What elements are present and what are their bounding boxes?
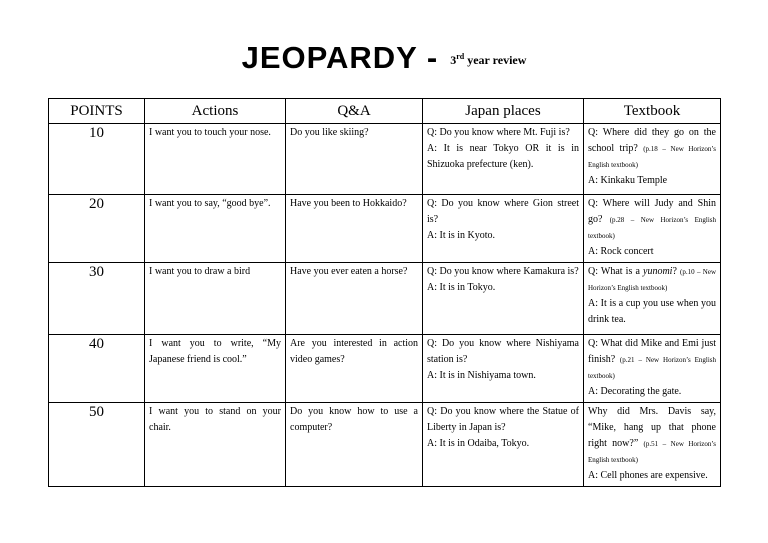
textbook-cell <box>584 124 721 195</box>
japan-question: Q: Do you know where Nishiyama station is? <box>427 338 579 365</box>
subtitle-suffix: rd <box>456 52 465 61</box>
textbook-answer: A: Kinkaku Temple <box>588 175 668 186</box>
japan-place-cell <box>423 335 584 403</box>
qa-cell: Have you ever eaten a horse? <box>286 263 423 335</box>
japan-answer: A: It is in Kyoto. <box>427 230 496 241</box>
points-cell: 30 <box>49 263 145 335</box>
column-header-points: POINTS <box>49 99 145 124</box>
japan-place-cell <box>423 263 584 335</box>
textbook-cell <box>584 195 721 263</box>
textbook-cell <box>584 263 721 335</box>
subtitle <box>450 53 526 67</box>
japan-question: Q: Do you know where the Statue of Liberty in Japan is? <box>427 406 579 433</box>
japan-answer: A: It is in Nishiyama town. <box>427 370 536 381</box>
textbook-reference: (p.18 – New Horizon’s English textbook) <box>588 145 717 169</box>
textbook-reference: (p.10 – New Horizon’s English textbook) <box>588 268 717 292</box>
textbook-answer: A: It is a cup you use when you drink tea. <box>588 298 716 325</box>
textbook-question-text: Q: What did Mike and Emi just finish? <box>588 338 716 365</box>
textbook-cell <box>584 403 721 487</box>
textbook-answer: A: Decorating the gate. <box>588 386 682 397</box>
qa-cell: Have you been to Hokkaido? <box>286 195 423 263</box>
title-text: JEOPARDY - <box>241 40 439 75</box>
table-row <box>49 403 721 487</box>
qa-cell: Do you like skiing? <box>286 124 423 195</box>
japan-answer: A: It is in Odaiba, Tokyo. <box>427 438 530 449</box>
textbook-question-text: Q: Where will Judy and Shin go? <box>588 198 716 225</box>
qa-cell: Are you interested in action video games? <box>286 335 423 403</box>
points-cell: 50 <box>49 403 145 487</box>
action-cell: I want you to touch your nose. <box>145 124 286 195</box>
column-header-textbook: Textbook <box>584 99 721 124</box>
japan-question: Q: Do you know where Kamakura is? <box>427 266 579 277</box>
textbook-question-text: Q: Where did they go on the school trip? <box>588 127 716 154</box>
textbook-question <box>588 196 716 244</box>
japan-place-cell <box>423 403 584 487</box>
japan-answer: A: It is in Tokyo. <box>427 282 496 293</box>
column-header-qa: Q&A <box>286 99 423 124</box>
textbook-reference: (p.51 – New Horizon’s English textbook) <box>588 440 717 464</box>
action-cell: I want you to stand on your chair. <box>145 403 286 487</box>
textbook-question <box>588 404 716 468</box>
action-cell: I want you to write, “My Japanese friend is cool.” <box>145 335 286 403</box>
points-cell: 10 <box>49 124 145 195</box>
points-cell: 20 <box>49 195 145 263</box>
action-cell: I want you to say, “good bye”. <box>145 195 286 263</box>
textbook-reference: (p.21 – New Horizon’s English textbook) <box>588 356 717 380</box>
japan-place-cell <box>423 124 584 195</box>
textbook-answer: A: Cell phones are expensive. <box>588 470 708 481</box>
table-row <box>49 335 721 403</box>
textbook-question <box>588 125 716 173</box>
qa-cell: Do you know how to use a computer? <box>286 403 423 487</box>
japan-question: Q: Do you know where Mt. Fuji is? <box>427 127 570 138</box>
textbook-question <box>588 336 716 384</box>
japan-answer: A: It is near Tokyo OR it is in Shizuoka prefecture (ken). <box>427 143 579 170</box>
textbook-question <box>588 264 716 296</box>
column-header-japan-places: Japan places <box>423 99 584 124</box>
action-cell: I want you to draw a bird <box>145 263 286 335</box>
subtitle-text: year review <box>467 53 527 67</box>
textbook-question-italic: yunomi <box>643 266 673 277</box>
table-row <box>49 195 721 263</box>
points-cell: 40 <box>49 335 145 403</box>
textbook-question-rest: ? <box>672 266 677 277</box>
japan-place-cell <box>423 195 584 263</box>
page-title <box>0 40 768 76</box>
subtitle-ordinal: 3 <box>450 53 457 67</box>
table-row <box>49 263 721 335</box>
jeopardy-table <box>48 98 721 487</box>
textbook-question-text: Q: What is a <box>588 266 640 277</box>
table-row <box>49 124 721 195</box>
textbook-answer: A: Rock concert <box>588 246 654 257</box>
japan-question: Q: Do you know where Gion street is? <box>427 198 579 225</box>
textbook-reference: (p.28 – New Horizon’s English textbook) <box>588 216 716 240</box>
header-row <box>49 99 721 124</box>
column-header-actions: Actions <box>145 99 286 124</box>
textbook-question-text: Why did Mrs. Davis say, “Mike, hang up that phone right now?” <box>588 406 716 449</box>
textbook-cell <box>584 335 721 403</box>
